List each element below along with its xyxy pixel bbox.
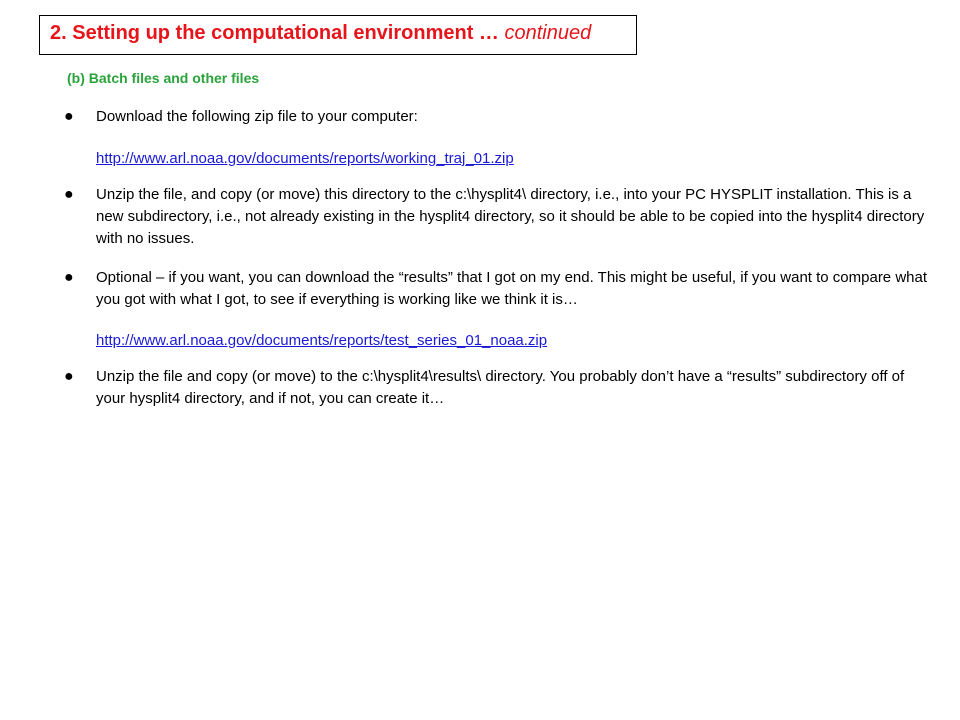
list-item-optional <box>60 267 935 311</box>
section-subheading: (b) Batch files and other files <box>67 70 260 86</box>
bullet-icon: ● <box>64 368 74 385</box>
list-item-text: Unzip the file and copy (or move) to the c:\hysplit4\results\ directory. You probably don’t have a “results” subdirectory off of your hysplit4 directory, and if not, you can create it… <box>96 368 905 407</box>
list-item-unzip-results <box>60 366 935 410</box>
link-working-traj-zip[interactable]: http://www.arl.noaa.gov/documents/reports/working_traj_01.zip <box>96 150 514 167</box>
list-item-text: Unzip the file, and copy (or move) this directory to the c:\hysplit4\ directory, i.e., into your PC HYSPLIT installation. This is a new subdirectory, i.e., not already existing in the hysplit4 directory, so it should be able to be copied into the hysplit4 directory with no issues. <box>96 186 925 247</box>
link-row-working-traj <box>96 148 514 170</box>
list-item-text: Optional – if you want, you can download the “results” that I got on my end. This might be useful, if you want to compare what you got with what I got, to see if everything is working like we think it is… <box>96 269 928 308</box>
list-item-text: Download the following zip file to your computer: <box>96 108 418 125</box>
bullet-icon: ● <box>64 269 74 286</box>
list-item-unzip <box>60 184 935 250</box>
slide-title-box <box>39 15 637 55</box>
link-row-test-series <box>96 330 547 352</box>
bullet-icon: ● <box>64 108 74 125</box>
slide-title: 2. Setting up the computational environment … <box>50 22 505 44</box>
slide-title-continued: continued <box>504 22 592 44</box>
link-test-series-zip[interactable]: http://www.arl.noaa.gov/documents/reports/test_series_01_noaa.zip <box>96 332 548 349</box>
bullet-icon: ● <box>64 186 74 203</box>
list-item-download <box>60 106 935 128</box>
